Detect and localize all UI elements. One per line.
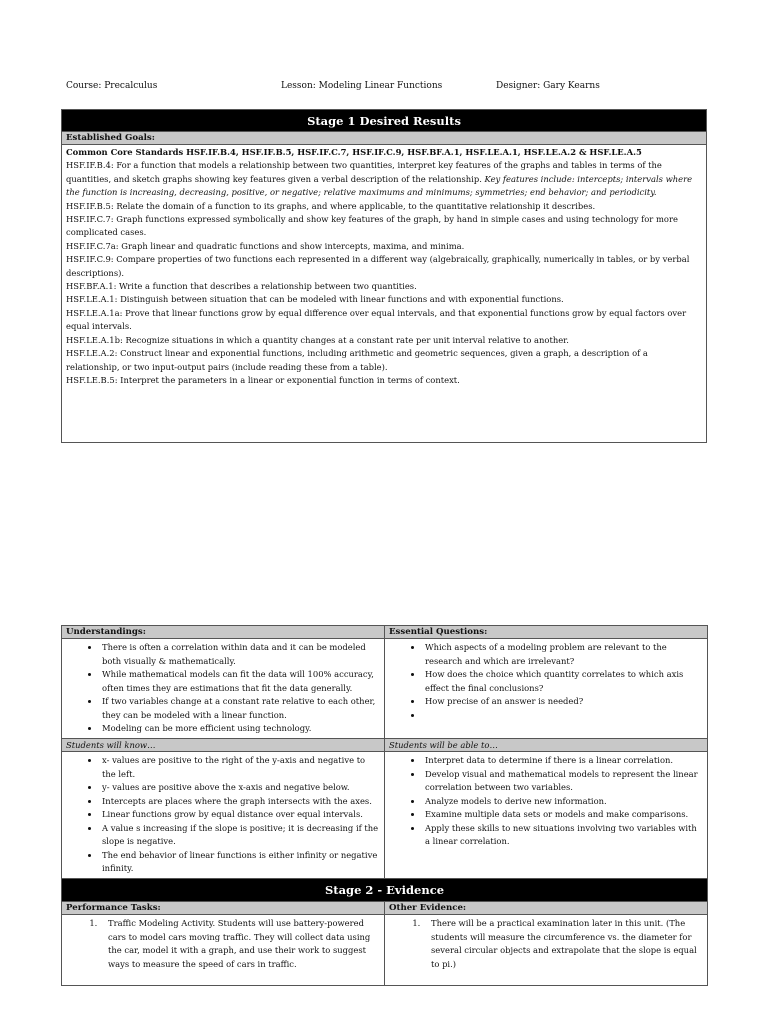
stage1-table: [61, 109, 707, 443]
students-know-label: Students will know…: [62, 739, 385, 752]
designer-label: Designer: Gary Kearns: [496, 81, 600, 91]
stage2-title: Stage 2 - Evidence: [62, 879, 708, 902]
performance-tasks-list: [66, 917, 380, 971]
essential-question-item: • How precise of an answer is needed?: [423, 695, 703, 709]
performance-task-item: 1. Traffic Modeling Activity. Students will use battery-powered cars to model cars moving traffic. They will collect data using the car, model it with a graph, and use their work to suggest ways to measure the speed of cars in traffic.: [100, 917, 380, 971]
understanding-item: • There is often a correlation within data and it can be modeled both visually & mathematically.: [100, 641, 380, 668]
students-know-item: • Intercepts are places where the graph intersects with the axes.: [100, 795, 380, 809]
understanding-item: • If two variables change at a constant rate relative to each other, they can be modeled with a linear function.: [100, 695, 380, 722]
goal-item: [66, 374, 702, 387]
goal-item: [66, 200, 702, 213]
goal-code: HSF.IF.C.9:: [66, 254, 114, 265]
students-know-item: • A value s increasing if the slope is positive; it is decreasing if the slope is negative.: [100, 822, 380, 849]
goal-text: Prove that linear functions grow by equal difference over equal intervals, and that exponential functions grow by equal factors over equal intervals.: [66, 307, 687, 332]
students-know-item: • Linear functions grow by equal distance over equal intervals.: [100, 808, 380, 822]
goal-code: HSF.IF.B.5:: [66, 200, 114, 211]
goal-text: Interpret the parameters in a linear or exponential function in terms of context.: [117, 374, 460, 385]
goal-item: [66, 240, 702, 253]
stage1-continued-table: [61, 625, 708, 986]
essential-question-item: [423, 709, 703, 723]
students-know-item: • The end behavior of linear functions is either infinity or negative infinity.: [100, 849, 380, 876]
lesson-label: Lesson: Modeling Linear Functions: [281, 81, 443, 91]
goal-item: [66, 159, 702, 199]
understanding-item: • Modeling can be more efficient using technology.: [100, 722, 380, 736]
essential-question-item: • Which aspects of a modeling problem are relevant to the research and which are irrelevant?: [423, 641, 703, 668]
standards-heading: Common Core Standards HSF.IF.B.4, HSF.IF.B.5, HSF.IF.C.7, HSF.IF.C.9, HSF.BF.A.1, HSF.LE.A.1, HSF.LE.A.2 & HSF.LE.A.5: [66, 147, 642, 157]
performance-tasks-label: Performance Tasks:: [62, 902, 385, 915]
understandings-label: Understandings:: [62, 626, 385, 639]
goal-code: HSF.IF.B.4:: [66, 160, 114, 171]
goals-list: [66, 159, 702, 387]
other-evidence-list: [389, 917, 703, 971]
goal-text: Distinguish between situation that can be modeled with linear functions and with exponential functions.: [117, 294, 564, 305]
students-able-list: [389, 754, 703, 849]
essential-questions-list: [389, 641, 703, 722]
goal-code: HSF.BF.A.1:: [66, 281, 117, 292]
goal-code: HSF.LE.A.2:: [66, 348, 118, 359]
students-able-item: • Develop visual and mathematical models to represent the linear correlation between two variables.: [423, 768, 703, 795]
stage1-title: Stage 1 Desired Results: [62, 110, 707, 132]
goal-text: Write a function that describes a relationship between two quantities.: [116, 281, 417, 292]
goal-code: HSF.LE.A.1a:: [66, 307, 123, 318]
established-goals-content: [62, 145, 707, 443]
goal-code: HSF.IF.C.7a:: [66, 240, 119, 251]
goal-text: Recognize situations in which a quantity changes at a constant rate per unit interval relative to another.: [122, 334, 569, 345]
other-evidence-item: 1. There will be a practical examination later in this unit. (The students will measure the circumference vs. the diameter for several circular objects and extrapolate that the slope is equal to pi.): [423, 917, 703, 971]
students-able-item: • Analyze models to derive new information.: [423, 795, 703, 809]
essential-question-item: • How does the choice which quantity correlates to which axis effect the final conclusions?: [423, 668, 703, 695]
course-label: Course: Precalculus: [66, 81, 158, 91]
goal-text: Compare properties of two functions each represented in a different way (algebraically, graphically, numerically in tables, or by verbal descriptions).: [66, 254, 690, 278]
goal-text: Construct linear and exponential functions, including arithmetic and geometric sequences, given a graph, a description of a relationship, or two input-output pairs (include reading these from a table).: [66, 348, 648, 372]
goal-item: [66, 213, 702, 240]
goal-key-features: Key features include: intercepts; intervals where the function is increasing, decreasing, positive, or negative; relative maximums and minimums; symmetries; end behavior; and periodicity.: [66, 173, 693, 198]
goal-text: Graph linear and quadratic functions and show intercepts, maxima, and minima.: [118, 240, 465, 251]
goal-item: [66, 307, 702, 334]
established-goals-label: Established Goals:: [62, 132, 707, 145]
understanding-item: • While mathematical models can fit the data will 100% accuracy, often times they are estimations that fit the data generally.: [100, 668, 380, 695]
students-able-label: Students will be able to…: [385, 739, 708, 752]
goal-code: HSF.LE.A.1b:: [66, 334, 123, 345]
document-header: [66, 81, 706, 95]
goal-item: [66, 280, 702, 293]
goal-text: Graph functions expressed symbolically and show key features of the graph, by hand in simple cases and using technology for more complicated cases.: [66, 214, 678, 238]
goal-item: [66, 347, 702, 374]
goal-item: [66, 293, 702, 306]
goal-code: HSF.LE.B.5:: [66, 374, 118, 385]
essential-questions-label: Essential Questions:: [385, 626, 708, 639]
goal-item: [66, 253, 702, 280]
other-evidence-label: Other Evidence:: [385, 902, 708, 915]
understandings-list: [66, 641, 380, 736]
students-know-list: [66, 754, 380, 876]
students-know-item: • x- values are positive to the right of the y-axis and negative to the left.: [100, 754, 380, 781]
students-know-item: • y- values are positive above the x-axis and negative below.: [100, 781, 380, 795]
goal-text: For a function that models a relationship between two quantities, interpret key features of the graphs and tables in terms of the quantities, and sketch graphs showing key features given a verbal description of the relationship.: [66, 160, 662, 184]
students-able-item: • Examine multiple data sets or models and make comparisons.: [423, 808, 703, 822]
goal-text: Relate the domain of a function to its graphs, and where applicable, to the quantitative relationship it describes.: [113, 200, 596, 211]
goal-code: HSF.IF.C.7:: [66, 214, 114, 225]
students-able-item: • Interpret data to determine if there is a linear correlation.: [423, 754, 703, 768]
goal-code: HSF.LE.A.1:: [66, 294, 118, 305]
goal-item: [66, 334, 702, 347]
students-able-item: • Apply these skills to new situations involving two variables with a linear correlation.: [423, 822, 703, 849]
